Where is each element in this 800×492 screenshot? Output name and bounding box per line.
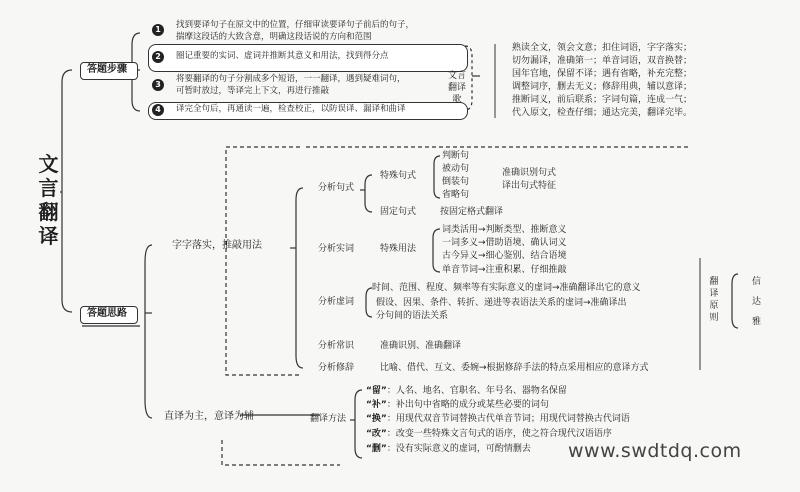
- method-add: [366, 399, 549, 411]
- step-4-badge: 4: [152, 104, 164, 116]
- step-3-badge: 3: [152, 79, 164, 91]
- steps-node: [80, 62, 138, 80]
- step-1-line-2: 揣摩这段话的大致含意，明确这段话说的方向和范围: [176, 32, 372, 42]
- content-words-label: 分析实词: [318, 244, 355, 254]
- song-line-1: 熟读全文，领会文意；扣住词语，字字落实；: [512, 43, 693, 53]
- method-delete: [366, 443, 531, 455]
- method-delete-text: ：没有实际意义的虚词，可酌情删去: [386, 444, 531, 454]
- rhetoric-note: 比喻、借代、互文、委婉→根据修辞手法的特点采用相应的意译方式: [380, 363, 649, 373]
- sentence-type-inverted: 倒装句: [442, 177, 470, 187]
- fixed-sentence-note: 按固定格式翻译: [440, 207, 504, 217]
- method-keep-key: “留”: [366, 386, 387, 396]
- root-title: [38, 152, 60, 248]
- ideas-label: 答题思路: [87, 308, 127, 319]
- function-line-1: 时间、范围、程度、频率等有实际意义的虚词→准确翻译出它的意义: [372, 283, 641, 293]
- common-sense-note: 准确识别、准确翻译: [380, 341, 462, 351]
- method-keep-text: ：人名、地名、官职名、年号名、器物名保留: [386, 386, 567, 396]
- method-replace-text: ：用现代双音节词替换古代单音节词；用现代词替换古代词语: [386, 414, 630, 424]
- step-4-line-1: 译完全句后，再通读一遍，检查校正，以防误译、漏译和曲译: [176, 104, 406, 114]
- sentence-label: 分析句式: [318, 183, 355, 193]
- method-replace-key: “换”: [366, 414, 387, 424]
- common-sense-label: 分析常识: [318, 341, 355, 351]
- principle-da: 达: [752, 297, 762, 307]
- principle-ya: 雅: [752, 317, 762, 327]
- special-note-2: 译出句式特征: [502, 181, 557, 191]
- step-1-line-1: 找到要译句子在原文中的位置，仔细审读要译句子前后的句子，: [176, 20, 415, 30]
- function-words-label: 分析虚词: [318, 297, 355, 307]
- song-line-4: 调整词序，删去无义；修辞用典，辅以意译；: [512, 82, 693, 92]
- step-1-badge: 1: [152, 24, 164, 36]
- step-2-line-1: 圈记重要的实词、虚词并推断其意义和用法，找到得分点: [176, 51, 389, 61]
- step-3-line-1: 将要翻译的句子分割成多个短语，一一翻译，遇到疑难词句，: [176, 74, 406, 84]
- root-title-text: 文言翻译: [38, 152, 60, 248]
- step-3-line-2: 可暂时放过，等译完上下文，再进行推敲: [176, 86, 330, 96]
- rhetoric-label: 分析修辞: [318, 363, 355, 373]
- watermark-text: www.swdtdq.com: [568, 440, 742, 462]
- song-line-3: 国年官地，保留不译；遇有省略，补充完整；: [512, 69, 693, 79]
- content-item-1: 词类活用→判断类型、推断意义: [442, 225, 567, 235]
- function-line-3: 分句间的语法关系: [376, 311, 449, 321]
- method-replace: [366, 413, 630, 425]
- literal-first-node: 直译为主，意译为辅: [164, 411, 254, 422]
- method-change-key: “改”: [366, 429, 387, 439]
- content-special-label: 特殊用法: [380, 244, 417, 254]
- song-line-6: 代入原文，检查仔细；通达完美，翻译完毕。: [512, 108, 693, 118]
- special-sentence-label: 特殊句式: [380, 171, 417, 181]
- methods-label: 翻译方法: [310, 414, 347, 424]
- special-note-1: 准确识别句式: [502, 168, 557, 178]
- method-change: [366, 428, 612, 440]
- method-delete-key: “删”: [366, 444, 387, 454]
- ideas-node: [80, 306, 138, 324]
- song-line-5: 推断词义，前后联系；字词句篇，连成一气；: [512, 95, 693, 105]
- fixed-sentence-label: 固定句式: [380, 207, 417, 217]
- sentence-type-passive: 被动句: [442, 164, 470, 174]
- method-keep: [366, 385, 567, 397]
- method-change-text: ：改变一些特殊文言句式的语序，使之符合现代汉语语序: [386, 429, 612, 439]
- song-line-2: 切勿漏译，准确第一；单音词语，双音换替；: [512, 56, 693, 66]
- principle-xin: 信: [752, 277, 762, 287]
- method-add-text: ：补出句中省略的成分或某些必要的词句: [386, 400, 549, 410]
- method-add-key: “补”: [366, 400, 387, 410]
- content-item-4: 单音节词→注重积累、仔细推敲: [442, 265, 567, 275]
- word-by-word-node: 字字落实，推敲用法: [172, 240, 262, 251]
- step-2-badge: 2: [152, 51, 164, 63]
- function-line-2: 假设、因果、条件、转折、递进等表语法关系的虚词→准确译出: [376, 298, 627, 308]
- content-item-2: 一词多义→借助语境、确认词义: [442, 238, 567, 248]
- sentence-type-judgment: 判断句: [442, 151, 470, 161]
- principle-label: 翻译原则: [709, 277, 719, 323]
- content-item-3: 古今异义→细心鉴别、结合语境: [442, 251, 567, 261]
- song-label: 文言翻译歌: [447, 71, 466, 105]
- steps-label: 答题步骤: [87, 64, 127, 75]
- sentence-type-ellipsis: 省略句: [442, 190, 470, 200]
